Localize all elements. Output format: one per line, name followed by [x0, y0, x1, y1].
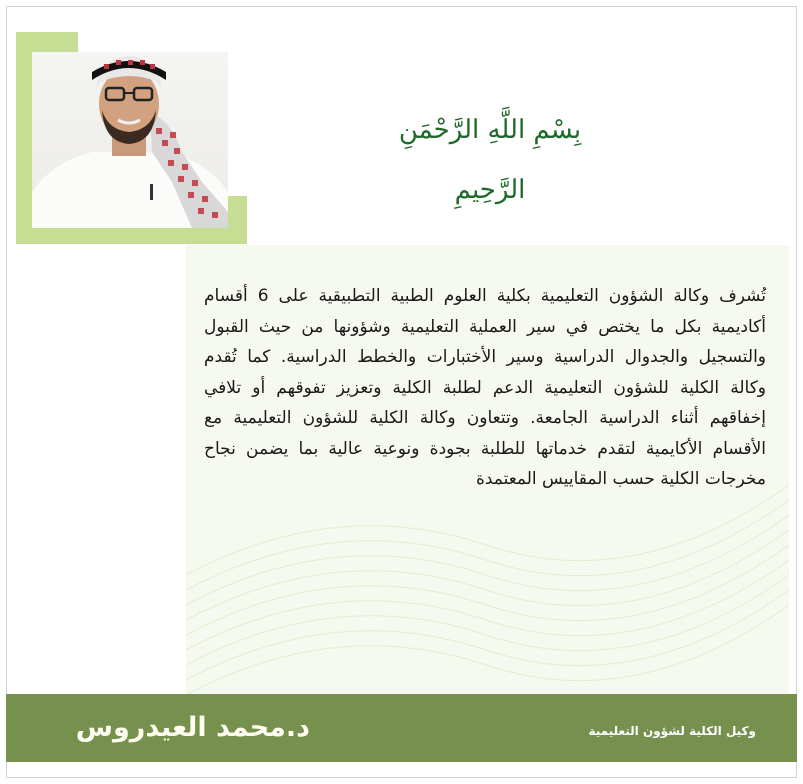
person-role: وكيل الكلية لشؤون التعليمية	[588, 724, 756, 738]
bismillah-calligraphy: بِسْمِ اللَّهِ الرَّحْمَنِ الرَّحِيمِ	[398, 115, 582, 205]
person-name: د.محمد العيدروس	[75, 712, 310, 743]
photo-accent-top	[16, 32, 78, 52]
portrait-photo	[32, 52, 228, 228]
person-portrait-icon	[32, 52, 228, 228]
content-panel	[186, 245, 789, 695]
description-paragraph: تُشرف وكالة الشؤون التعليمية بكلية العلوم الطبية التطبيقية على 6 أقسام أكاديمية بكل ما يختص في سير العملية التعليمية وشؤونها من حيث القبول والتسجيل والجدوال الدراسية وسير الأختبارات والخطط الدراسية. كما تُقدم وكالة الكلية للشؤون التعليمية الدعم لطلبة الكلية وتعزيز تفوقهم أو تلافي إخفاقهم أثناء الدراسية الجامعة. وتتعاون وكالة الكلية للشؤون التعليمية مع الأقسام الأكايمية لتقدم خدماتها للطلبة بجودة ونوعية عالية بما يضمن نجاح مخرجات الكلية حسب المقاييس المعتمدة	[204, 286, 767, 489]
photo-accent-bottom	[16, 228, 247, 244]
photo-accent-right	[228, 196, 247, 244]
